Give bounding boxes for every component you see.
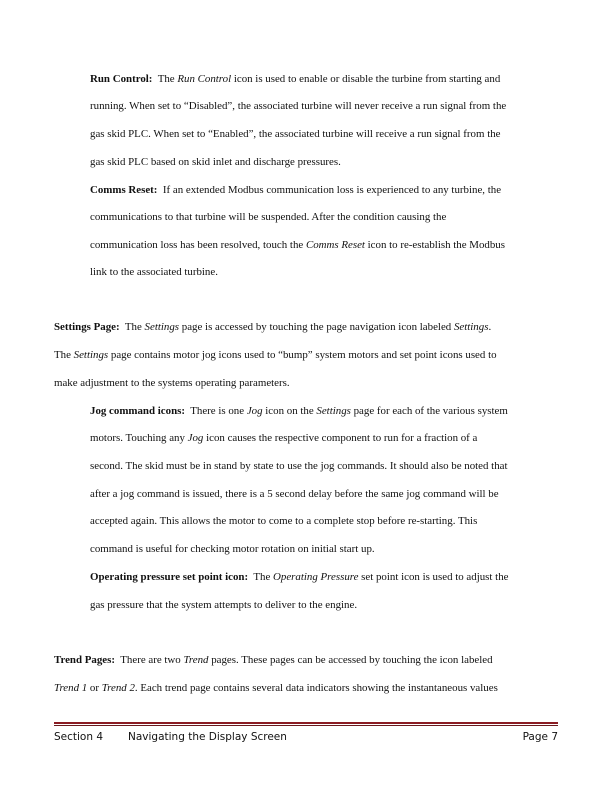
trend-2-term: Trend 2 [101, 682, 135, 694]
text: The [157, 73, 178, 85]
text: If an extended Modbus communication loss is experienced to any turbine, the [162, 184, 502, 196]
footer-title: Navigating the Display Screen [128, 731, 287, 743]
jog-term: Jog [246, 405, 263, 417]
run-control-line-2: running. When set to “Disabled”, the associated turbine will never receive a run signal from the [90, 100, 507, 112]
comms-reset-line-3 [90, 238, 505, 252]
run-control-line-1 [90, 72, 500, 86]
op-pressure-heading: Operating pressure set point icon: [90, 571, 249, 583]
text: or [87, 682, 102, 694]
trend-heading: Trend Pages: [54, 654, 116, 666]
settings-term: Settings [453, 321, 489, 333]
settings-page-line-1 [54, 320, 491, 334]
settings-term: Settings [316, 405, 351, 417]
op-pressure-term: Operating Pressure [273, 571, 359, 583]
jog-line-3: second. The skid must be in stand by state to use the jog commands. It should also be noted that [90, 460, 508, 472]
jog-term: Jog [187, 432, 204, 444]
run-control-term: Run Control [177, 73, 232, 85]
run-control-line-3: gas skid PLC. When set to “Enabled”, the associated turbine will receive a run signal from the [90, 128, 501, 140]
footer-page-number: Page 7 [522, 731, 558, 743]
jog-line-5: accepted again. This allows the motor to come to a complete stop before re-starting. This [90, 515, 478, 527]
trend-term: Trend [183, 654, 209, 666]
text: page contains motor jog icons used to “bump” system motors and set point icons used to [108, 349, 497, 361]
footer-section: Section 4 [54, 731, 104, 743]
settings-term: Settings [73, 349, 109, 361]
run-control-line-4: gas skid PLC based on skid inlet and discharge pressures. [90, 156, 341, 168]
text: icon to re-establish the Modbus [364, 239, 505, 251]
text: . [488, 321, 492, 333]
trend-line-1 [54, 653, 493, 667]
text: pages. These pages can be accessed by touching the icon labeled [208, 654, 493, 666]
settings-term: Settings [144, 321, 180, 333]
op-pressure-line-2: gas pressure that the system attempts to deliver to the engine. [90, 599, 358, 611]
footer-rule-thin [54, 725, 558, 726]
comms-reset-heading: Comms Reset: [90, 184, 158, 196]
text: There are two [120, 654, 184, 666]
op-pressure-line-1 [90, 570, 508, 584]
text: icon on the [262, 405, 317, 417]
footer-rule-thick [54, 722, 558, 724]
text: communication loss has been resolved, touch the [90, 239, 306, 251]
comms-reset-term: Comms Reset [305, 239, 365, 251]
jog-line-4: after a jog command is issued, there is a 5 second delay before the same jog command will be [90, 488, 499, 500]
run-control-heading: Run Control: [90, 73, 153, 85]
text: icon causes the respective component to run for a fraction of a [203, 432, 478, 444]
jog-line-2 [90, 431, 477, 445]
text: The [253, 571, 274, 583]
jog-line-1 [90, 404, 508, 418]
jog-line-6: command is useful for checking motor rotation on initial start up. [90, 543, 375, 555]
text: icon is used to enable or disable the turbine from starting and [231, 73, 501, 85]
text: . Each trend page contains several data indicators showing the instantaneous values [134, 682, 498, 694]
text: page is accessed by touching the page navigation icon labeled [179, 321, 454, 333]
text: motors. Touching any [90, 432, 188, 444]
comms-reset-line-4: link to the associated turbine. [90, 266, 218, 278]
settings-page-line-3: make adjustment to the systems operating parameters. [54, 377, 290, 389]
comms-reset-line-2: communications to that turbine will be suspended. After the condition causing the [90, 211, 447, 223]
text: The [54, 349, 74, 361]
trend-1-term: Trend 1 [54, 682, 88, 694]
settings-page-line-2 [54, 348, 497, 362]
jog-heading: Jog command icons: [90, 405, 185, 417]
text: The [124, 321, 145, 333]
text: page for each of the various system [350, 405, 508, 417]
settings-page-heading: Settings Page: [54, 321, 120, 333]
text: set point icon is used to adjust the [358, 571, 509, 583]
text: There is one [190, 405, 247, 417]
comms-reset-line-1 [90, 183, 501, 197]
trend-line-2 [54, 681, 498, 695]
